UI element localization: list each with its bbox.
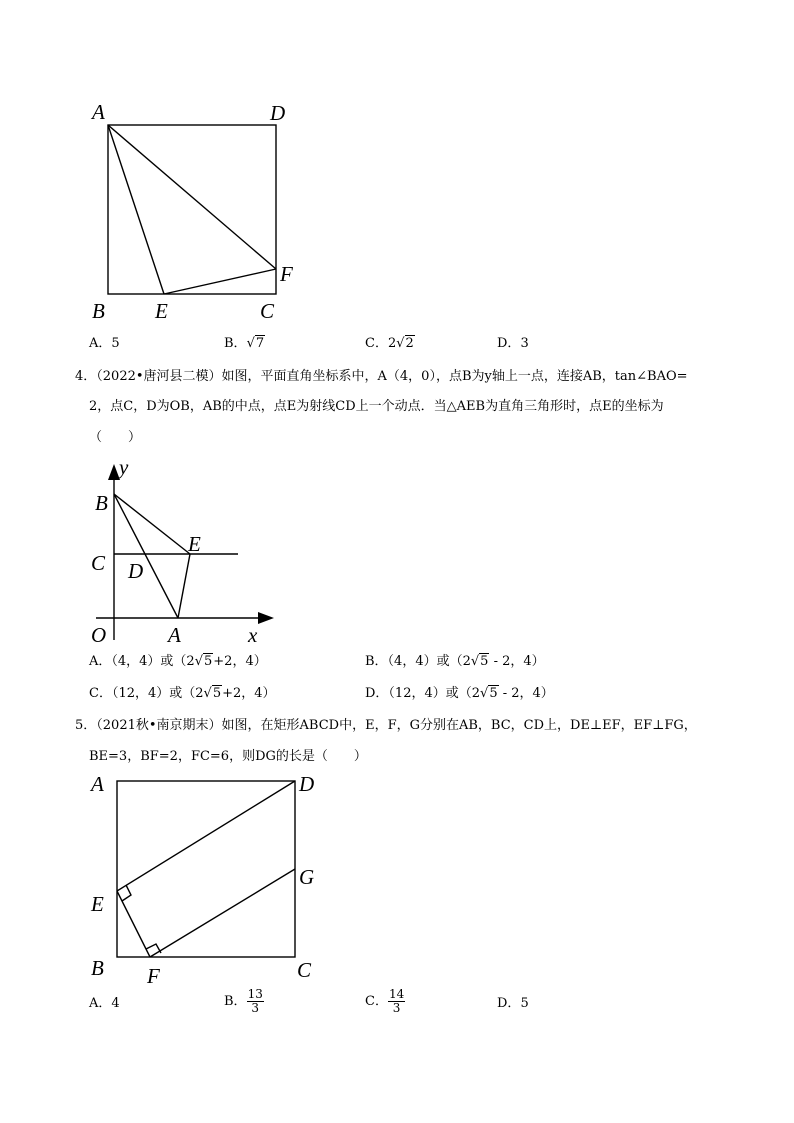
fraction: $\frac{14}{3}$ [388,987,405,1015]
label-F: F [147,964,160,988]
label-F: F [280,262,293,286]
label-D: D [128,559,144,583]
label-A: A [91,772,104,796]
label-E: E [188,532,201,556]
q4-line-2: 2，点C，D为OB，AB的中点，点E为射线CD上一个动点．当△AEB为直角三角形时，点E的坐标为 [89,399,664,414]
label-A: A [92,100,105,124]
label-B: B [95,491,108,515]
q4-option-a[interactable]: A．（4，4）或（2√5+2，4） [89,654,267,669]
label-D: D [299,772,315,796]
q5-option-a[interactable]: A．4 [89,996,120,1011]
label-y: y [119,455,129,479]
label-E: E [155,299,168,323]
q4-option-c[interactable]: C．（12，4）或（2√5+2，4） [89,686,276,701]
q4-line-1: 4．（2022•唐河县二模）如图，平面直角坐标系中，A（4，0），点B为y轴上一点，连接AB，tan∠BAO= [75,369,688,384]
label-x: x [248,623,258,647]
q4-option-b[interactable]: B．（4，4）或（2√5 - 2，4） [365,654,545,669]
q3-option-c[interactable]: C．2√2 [365,336,414,351]
label-B: B [91,956,104,980]
q5-line-1: 5．（2021秋•南京期末）如图，在矩形ABCD中，E，F，G分别在AB，BC，CD上，DE⊥EF，EF⊥FG， [75,718,697,733]
q5-option-d[interactable]: D．5 [497,996,529,1011]
label-A: A [168,623,181,647]
q4-line-3: （ ） [89,430,142,445]
q5-line-2: BE=3，BF=2，FC=6，则DG的长是（ ） [89,749,367,764]
label-D: D [270,101,286,125]
label-C: C [297,958,312,982]
label-O: O [91,623,107,647]
fraction: $\frac{13}{3}$ [247,987,263,1015]
label-E: E [91,892,104,916]
q5-option-c[interactable]: C． $\frac{14}{3}$ [365,987,405,1015]
q5-option-b[interactable]: B． $\frac{13}{3}$ [224,987,263,1015]
label-G: G [299,865,315,889]
q3-option-b[interactable]: B．√7 [224,336,265,351]
label-C: C [91,551,106,575]
label-B: B [92,299,105,323]
q4-option-d[interactable]: D．（12，4）或（2√5 - 2，4） [365,686,554,701]
label-C: C [260,299,275,323]
q3-option-d[interactable]: D．3 [497,336,529,351]
q3-option-a[interactable]: A．5 [89,336,120,351]
